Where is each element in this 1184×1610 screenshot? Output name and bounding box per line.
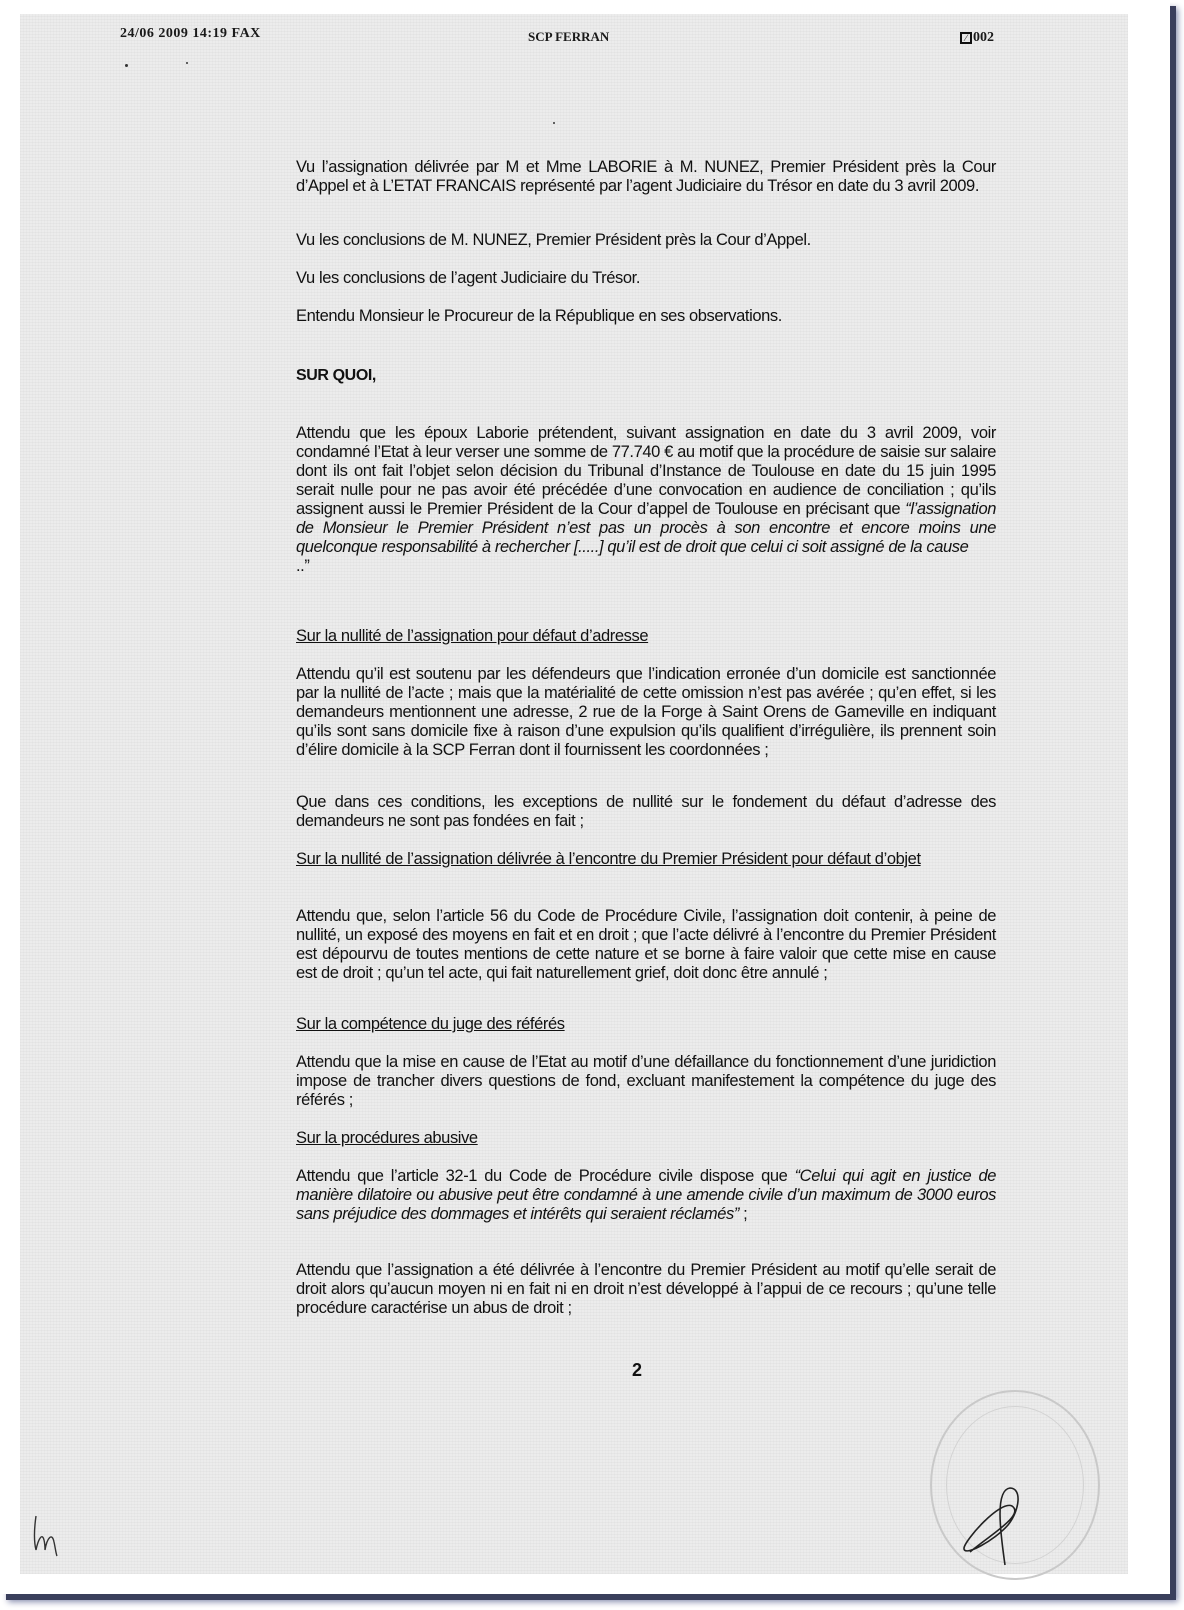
intro-quote: “l’assignation de Monsieur le Premier Président n’est pas un procès à son encontre et encore moins une quelconque responsabilité à rechercher [.....] qu’il est de droit que celui ci soit assigné de la cause [296,500,996,556]
section-title-procedure-abusive: Sur la procédures abusive [296,1129,478,1147]
scan-speck [186,62,188,64]
preamble-conclusions-tresor: Vu les conclusions de l’agent Judiciaire du Trésor. [296,269,641,287]
fax-header [0,26,1184,46]
section-paragraph: Que dans ces conditions, les exceptions de nullité sur le fondement du défaut d’adresse des demandeurs ne sont pas fondées en fait ; [296,793,996,830]
fax-page-code: 002 [973,30,994,45]
abusive-text: Attendu que l’article 32-1 du Code de Procédure civile dispose que [296,1167,795,1185]
scan-speck [553,122,555,124]
preamble-procureur: Entendu Monsieur le Procureur de la République en ses observations. [296,307,782,325]
preamble-conclusions-nunez: Vu les conclusions de M. NUNEZ, Premier Président près la Cour d’Appel. [296,231,811,249]
section-title-defaut-adresse: Sur la nullité de l’assignation pour défaut d’adresse [296,627,649,645]
fax-page-icon: ⁄ [960,32,972,44]
final-paragraph: Attendu que l’assignation a été délivrée à l’encontre du Premier Président au motif qu’elle serait de droit alors qu’aucun moyen ni en fait ni en droit n’est développé à l’appui de ce recours ; qu’une telle procédure caractérise un abus de droit ; [296,1261,996,1317]
section-title-defaut-objet: Sur la nullité de l’assignation délivrée à l’encontre du Premier Président pour défaut d’objet [296,850,921,868]
scan-speck [125,64,128,67]
signature-icon [950,1480,1040,1570]
intro-trailing: ..” [296,557,310,575]
preamble-assignation: Vu l’assignation délivrée par M et Mme LABORIE à M. NUNEZ, Premier Président près la Cour d’Appel et à L’ETAT FRANCAIS représenté par l’agent Judiciaire du Trésor en date du 3 avril 2009. [296,158,996,195]
fax-page-indicator [960,30,994,46]
sur-quoi-heading: SUR QUOI, [296,367,376,384]
section-paragraph: Attendu que la mise en cause de l’Etat au motif d’une défaillance du fonctionnement d’une juridiction impose de trancher divers questions de fond, excluant manifestement la compétence du juge des référés ; [296,1053,996,1109]
section-title-competence: Sur la compétence du juge des référés [296,1015,565,1033]
section-paragraph: Attendu qu’il est soutenu par les défendeurs que l’indication erronée d’un domicile est sanctionnée par la nullité de l’acte ; mais que la matérialité de cette omission n’est pas avérée ; qu’en effet, si les demandeurs mentionnent une adresse, 2 rue de la Forge à Saint Orens de Gameville en indiquant qu’ils sont sans domicile fixe à raison d’une expulsion qu’ils qualifient d’irrégulière, ils prennent soin d’élire domicile à la SCP Ferran dont il fournissent les coordonnées ; [296,665,996,759]
intro-paragraph [296,424,996,576]
section-paragraph: Attendu que, selon l’article 56 du Code de Procédure Civile, l’assignation doit contenir, à peine de nullité, un exposé des moyens en fait et en droit ; que l’acte délivré à l’encontre du Premier Président est dépourvu de toutes mentions de cette nature et se borne à faire valoir que cette mise en cause est de droit ; qu’un tel acte, qui fait naturellement grief, doit donc être annulé ; [296,907,996,982]
abusive-paragraph [296,1167,996,1224]
abusive-trailing: ; [738,1205,748,1223]
fax-sender: SCP FERRAN [528,29,610,44]
abusive-quote: “Celui qui agit en justice de manière dilatoire ou abusive peut être condamné à une amende civile d’un maximum de 3000 euros sans préjudice des dommages et intérêts qui seraient réclamés” [296,1167,997,1223]
initials-icon [28,1510,68,1560]
page-number: 2 [632,1360,643,1380]
intro-text: Attendu que les époux Laborie prétendent, suivant assignation en date du 3 avril 2009, voir condamné l’Etat à leur verser une somme de 77.740 € au motif que la procédure de saisie sur salaire dont ils ont fait l’objet selon décision du Tribunal d’Instance de Toulouse en date du 15 juin 1995 serait nulle pour ne pas avoir été précédée d’une convocation en audience de conciliation ; qu’ils assignent aussi le Premier Président de la Cour d’appel de Toulouse en précisant que [296,424,996,518]
fax-datetime: 24/06 2009 14:19 FAX [120,26,261,41]
